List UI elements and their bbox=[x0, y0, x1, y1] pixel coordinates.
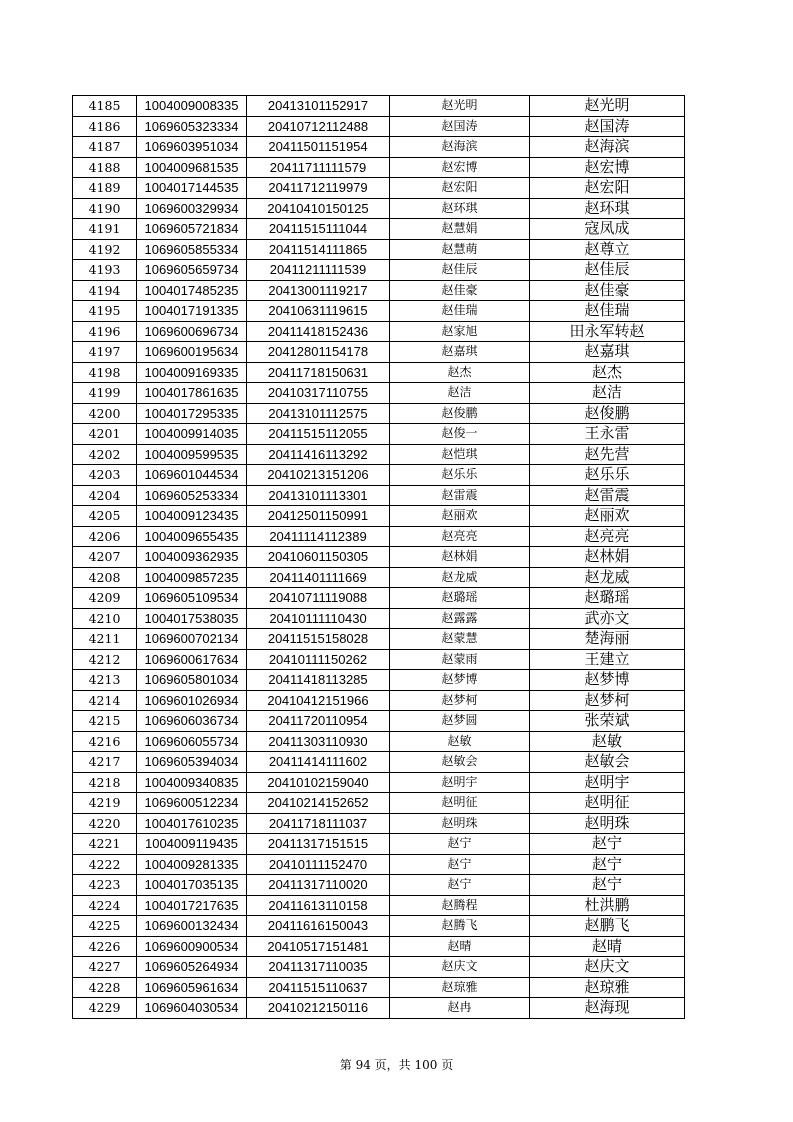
id-number-cell: 1069603951034 bbox=[137, 137, 247, 158]
table-row bbox=[73, 403, 685, 424]
final-name-cell: 赵国涛 bbox=[530, 116, 685, 137]
row-number-cell: 4202 bbox=[73, 444, 137, 465]
id-number-cell: 1069605109534 bbox=[137, 588, 247, 609]
name-cell: 赵宁 bbox=[390, 834, 530, 855]
code-number-cell: 20410317110755 bbox=[247, 383, 390, 404]
row-number-cell: 4200 bbox=[73, 403, 137, 424]
table-row bbox=[73, 96, 685, 117]
name-cell: 赵洁 bbox=[390, 383, 530, 404]
row-number-cell: 4221 bbox=[73, 834, 137, 855]
row-number-cell: 4205 bbox=[73, 506, 137, 527]
id-number-cell: 1069605721834 bbox=[137, 219, 247, 240]
code-number-cell: 20410601150305 bbox=[247, 547, 390, 568]
table-row bbox=[73, 567, 685, 588]
table-row bbox=[73, 465, 685, 486]
id-number-cell: 1004017610235 bbox=[137, 813, 247, 834]
id-number-cell: 1069605961634 bbox=[137, 977, 247, 998]
code-number-cell: 20412501150991 bbox=[247, 506, 390, 527]
final-name-cell: 赵明宇 bbox=[530, 772, 685, 793]
table-row bbox=[73, 301, 685, 322]
final-name-cell: 赵佳瑞 bbox=[530, 301, 685, 322]
final-name-cell: 田永军转赵 bbox=[530, 321, 685, 342]
code-number-cell: 20411616150043 bbox=[247, 916, 390, 937]
final-name-cell: 赵亮亮 bbox=[530, 526, 685, 547]
row-number-cell: 4218 bbox=[73, 772, 137, 793]
name-cell: 赵佳豪 bbox=[390, 280, 530, 301]
final-name-cell: 赵海滨 bbox=[530, 137, 685, 158]
code-number-cell: 20413101112575 bbox=[247, 403, 390, 424]
final-name-cell: 赵环琪 bbox=[530, 198, 685, 219]
code-number-cell: 20411416113292 bbox=[247, 444, 390, 465]
id-number-cell: 1004017217635 bbox=[137, 895, 247, 916]
id-number-cell: 1069606036734 bbox=[137, 711, 247, 732]
table-row bbox=[73, 608, 685, 629]
code-number-cell: 20411211111539 bbox=[247, 260, 390, 281]
table-row bbox=[73, 670, 685, 691]
code-number-cell: 20411514111865 bbox=[247, 239, 390, 260]
id-number-cell: 1004009857235 bbox=[137, 567, 247, 588]
id-number-cell: 1004017538035 bbox=[137, 608, 247, 629]
id-number-cell: 1004009169335 bbox=[137, 362, 247, 383]
code-number-cell: 20410517151481 bbox=[247, 936, 390, 957]
name-cell: 赵佳瑞 bbox=[390, 301, 530, 322]
final-name-cell: 赵杰 bbox=[530, 362, 685, 383]
final-name-cell: 赵琼雅 bbox=[530, 977, 685, 998]
name-cell: 赵丽欢 bbox=[390, 506, 530, 527]
row-number-cell: 4228 bbox=[73, 977, 137, 998]
code-number-cell: 20411515112055 bbox=[247, 424, 390, 445]
final-name-cell: 寇凤成 bbox=[530, 219, 685, 240]
final-name-cell: 楚海丽 bbox=[530, 629, 685, 650]
table-row bbox=[73, 998, 685, 1019]
id-number-cell: 1004017861635 bbox=[137, 383, 247, 404]
final-name-cell: 赵光明 bbox=[530, 96, 685, 117]
row-number-cell: 4215 bbox=[73, 711, 137, 732]
code-number-cell: 20411418113285 bbox=[247, 670, 390, 691]
table-row bbox=[73, 342, 685, 363]
id-number-cell: 1069601026934 bbox=[137, 690, 247, 711]
final-name-cell: 张荣斌 bbox=[530, 711, 685, 732]
code-number-cell: 20411515158028 bbox=[247, 629, 390, 650]
final-name-cell: 赵雷震 bbox=[530, 485, 685, 506]
id-number-cell: 1069600696734 bbox=[137, 321, 247, 342]
id-number-cell: 1069605659734 bbox=[137, 260, 247, 281]
roster-table bbox=[72, 95, 685, 1019]
table-row bbox=[73, 424, 685, 445]
table-row bbox=[73, 588, 685, 609]
table-row bbox=[73, 813, 685, 834]
code-number-cell: 20412801154178 bbox=[247, 342, 390, 363]
row-number-cell: 4194 bbox=[73, 280, 137, 301]
table-row bbox=[73, 526, 685, 547]
code-number-cell: 20411114112389 bbox=[247, 526, 390, 547]
table-row bbox=[73, 875, 685, 896]
name-cell: 赵宏阳 bbox=[390, 178, 530, 199]
code-number-cell: 20413101113301 bbox=[247, 485, 390, 506]
name-cell: 赵恺琪 bbox=[390, 444, 530, 465]
row-number-cell: 4189 bbox=[73, 178, 137, 199]
row-number-cell: 4187 bbox=[73, 137, 137, 158]
row-number-cell: 4212 bbox=[73, 649, 137, 670]
id-number-cell: 1069600512234 bbox=[137, 793, 247, 814]
id-number-cell: 1069600702134 bbox=[137, 629, 247, 650]
id-number-cell: 1069605801034 bbox=[137, 670, 247, 691]
name-cell: 赵冉 bbox=[390, 998, 530, 1019]
code-number-cell: 20413101152917 bbox=[247, 96, 390, 117]
final-name-cell: 赵宏阳 bbox=[530, 178, 685, 199]
final-name-cell: 赵明征 bbox=[530, 793, 685, 814]
id-number-cell: 1069605264934 bbox=[137, 957, 247, 978]
row-number-cell: 4217 bbox=[73, 752, 137, 773]
final-name-cell: 赵梦博 bbox=[530, 670, 685, 691]
table-row bbox=[73, 977, 685, 998]
final-name-cell: 赵嘉琪 bbox=[530, 342, 685, 363]
id-number-cell: 1004009914035 bbox=[137, 424, 247, 445]
row-number-cell: 4197 bbox=[73, 342, 137, 363]
row-number-cell: 4219 bbox=[73, 793, 137, 814]
table-row bbox=[73, 116, 685, 137]
code-number-cell: 20410102159040 bbox=[247, 772, 390, 793]
row-number-cell: 4185 bbox=[73, 96, 137, 117]
table-row bbox=[73, 772, 685, 793]
row-number-cell: 4209 bbox=[73, 588, 137, 609]
row-number-cell: 4190 bbox=[73, 198, 137, 219]
final-name-cell: 赵宁 bbox=[530, 875, 685, 896]
code-number-cell: 20410213151206 bbox=[247, 465, 390, 486]
id-number-cell: 1069600329934 bbox=[137, 198, 247, 219]
id-number-cell: 1069606055734 bbox=[137, 731, 247, 752]
code-number-cell: 20410212150116 bbox=[247, 998, 390, 1019]
row-number-cell: 4192 bbox=[73, 239, 137, 260]
code-number-cell: 20411711111579 bbox=[247, 157, 390, 178]
final-name-cell: 赵敏 bbox=[530, 731, 685, 752]
final-name-cell: 赵宏博 bbox=[530, 157, 685, 178]
id-number-cell: 1004009119435 bbox=[137, 834, 247, 855]
table-row bbox=[73, 157, 685, 178]
id-number-cell: 1004017485235 bbox=[137, 280, 247, 301]
final-name-cell: 王建立 bbox=[530, 649, 685, 670]
name-cell: 赵乐乐 bbox=[390, 465, 530, 486]
code-number-cell: 20411515110637 bbox=[247, 977, 390, 998]
table-row bbox=[73, 711, 685, 732]
name-cell: 赵蒙慧 bbox=[390, 629, 530, 650]
table-row bbox=[73, 690, 685, 711]
row-number-cell: 4204 bbox=[73, 485, 137, 506]
code-number-cell: 20411317151515 bbox=[247, 834, 390, 855]
name-cell: 赵杰 bbox=[390, 362, 530, 383]
table-row bbox=[73, 895, 685, 916]
final-name-cell: 赵俊鹏 bbox=[530, 403, 685, 424]
final-name-cell: 赵宁 bbox=[530, 834, 685, 855]
name-cell: 赵慧萌 bbox=[390, 239, 530, 260]
code-number-cell: 20411401111669 bbox=[247, 567, 390, 588]
final-name-cell: 赵明珠 bbox=[530, 813, 685, 834]
row-number-cell: 4207 bbox=[73, 547, 137, 568]
name-cell: 赵宏博 bbox=[390, 157, 530, 178]
id-number-cell: 1004017191335 bbox=[137, 301, 247, 322]
name-cell: 赵亮亮 bbox=[390, 526, 530, 547]
final-name-cell: 赵庆文 bbox=[530, 957, 685, 978]
table-row bbox=[73, 178, 685, 199]
table-row bbox=[73, 752, 685, 773]
code-number-cell: 20411712119979 bbox=[247, 178, 390, 199]
id-number-cell: 1069604030534 bbox=[137, 998, 247, 1019]
row-number-cell: 4214 bbox=[73, 690, 137, 711]
id-number-cell: 1004009655435 bbox=[137, 526, 247, 547]
page-footer: 第 94 页，共 100 页 bbox=[339, 1058, 454, 1072]
table-row bbox=[73, 280, 685, 301]
id-number-cell: 1004017144535 bbox=[137, 178, 247, 199]
name-cell: 赵梦博 bbox=[390, 670, 530, 691]
code-number-cell: 20410412151966 bbox=[247, 690, 390, 711]
final-name-cell: 武亦文 bbox=[530, 608, 685, 629]
name-cell: 赵俊鹏 bbox=[390, 403, 530, 424]
name-cell: 赵环琪 bbox=[390, 198, 530, 219]
code-number-cell: 20411418152436 bbox=[247, 321, 390, 342]
id-number-cell: 1069600132434 bbox=[137, 916, 247, 937]
row-number-cell: 4227 bbox=[73, 957, 137, 978]
row-number-cell: 4208 bbox=[73, 567, 137, 588]
code-number-cell: 20411718150631 bbox=[247, 362, 390, 383]
table-row bbox=[73, 936, 685, 957]
name-cell: 赵露露 bbox=[390, 608, 530, 629]
row-number-cell: 4195 bbox=[73, 301, 137, 322]
name-cell: 赵晴 bbox=[390, 936, 530, 957]
id-number-cell: 1004009599535 bbox=[137, 444, 247, 465]
row-number-cell: 4198 bbox=[73, 362, 137, 383]
id-number-cell: 1004017035135 bbox=[137, 875, 247, 896]
row-number-cell: 4193 bbox=[73, 260, 137, 281]
id-number-cell: 1004009340835 bbox=[137, 772, 247, 793]
code-number-cell: 20410711119088 bbox=[247, 588, 390, 609]
id-number-cell: 1004017295335 bbox=[137, 403, 247, 424]
table-row bbox=[73, 219, 685, 240]
name-cell: 赵琼雅 bbox=[390, 977, 530, 998]
final-name-cell: 赵晴 bbox=[530, 936, 685, 957]
name-cell: 赵明珠 bbox=[390, 813, 530, 834]
table-row bbox=[73, 731, 685, 752]
row-number-cell: 4225 bbox=[73, 916, 137, 937]
final-name-cell: 赵尊立 bbox=[530, 239, 685, 260]
row-number-cell: 4216 bbox=[73, 731, 137, 752]
name-cell: 赵庆文 bbox=[390, 957, 530, 978]
final-name-cell: 赵乐乐 bbox=[530, 465, 685, 486]
final-name-cell: 赵佳豪 bbox=[530, 280, 685, 301]
row-number-cell: 4191 bbox=[73, 219, 137, 240]
row-number-cell: 4222 bbox=[73, 854, 137, 875]
table-row bbox=[73, 506, 685, 527]
table-row bbox=[73, 649, 685, 670]
code-number-cell: 20411718111037 bbox=[247, 813, 390, 834]
table-row bbox=[73, 485, 685, 506]
id-number-cell: 1004009681535 bbox=[137, 157, 247, 178]
table-row bbox=[73, 916, 685, 937]
name-cell: 赵敏 bbox=[390, 731, 530, 752]
id-number-cell: 1004009362935 bbox=[137, 547, 247, 568]
name-cell: 赵腾程 bbox=[390, 895, 530, 916]
table-row bbox=[73, 137, 685, 158]
row-number-cell: 4199 bbox=[73, 383, 137, 404]
name-cell: 赵梦柯 bbox=[390, 690, 530, 711]
code-number-cell: 20413001119217 bbox=[247, 280, 390, 301]
final-name-cell: 赵宁 bbox=[530, 854, 685, 875]
name-cell: 赵慧娟 bbox=[390, 219, 530, 240]
row-number-cell: 4188 bbox=[73, 157, 137, 178]
final-name-cell: 赵海现 bbox=[530, 998, 685, 1019]
code-number-cell: 20410111110430 bbox=[247, 608, 390, 629]
name-cell: 赵光明 bbox=[390, 96, 530, 117]
code-number-cell: 20410214152652 bbox=[247, 793, 390, 814]
id-number-cell: 1069600617634 bbox=[137, 649, 247, 670]
id-number-cell: 1069600900534 bbox=[137, 936, 247, 957]
id-number-cell: 1004009123435 bbox=[137, 506, 247, 527]
table-row bbox=[73, 362, 685, 383]
table-row bbox=[73, 957, 685, 978]
final-name-cell: 赵林娟 bbox=[530, 547, 685, 568]
code-number-cell: 20411613110158 bbox=[247, 895, 390, 916]
code-number-cell: 20411303110930 bbox=[247, 731, 390, 752]
code-number-cell: 20411501151954 bbox=[247, 137, 390, 158]
id-number-cell: 1069600195634 bbox=[137, 342, 247, 363]
code-number-cell: 20411720110954 bbox=[247, 711, 390, 732]
final-name-cell: 赵先营 bbox=[530, 444, 685, 465]
row-number-cell: 4224 bbox=[73, 895, 137, 916]
code-number-cell: 20411515111044 bbox=[247, 219, 390, 240]
id-number-cell: 1004009008335 bbox=[137, 96, 247, 117]
name-cell: 赵腾飞 bbox=[390, 916, 530, 937]
table-row bbox=[73, 834, 685, 855]
row-number-cell: 4186 bbox=[73, 116, 137, 137]
row-number-cell: 4211 bbox=[73, 629, 137, 650]
name-cell: 赵龙威 bbox=[390, 567, 530, 588]
id-number-cell: 1069605323334 bbox=[137, 116, 247, 137]
table-row bbox=[73, 321, 685, 342]
name-cell: 赵嘉琪 bbox=[390, 342, 530, 363]
row-number-cell: 4223 bbox=[73, 875, 137, 896]
code-number-cell: 20410631119615 bbox=[247, 301, 390, 322]
name-cell: 赵梦圆 bbox=[390, 711, 530, 732]
name-cell: 赵明宇 bbox=[390, 772, 530, 793]
row-number-cell: 4203 bbox=[73, 465, 137, 486]
table-row bbox=[73, 793, 685, 814]
code-number-cell: 20411317110020 bbox=[247, 875, 390, 896]
id-number-cell: 1069601044534 bbox=[137, 465, 247, 486]
name-cell: 赵蒙雨 bbox=[390, 649, 530, 670]
final-name-cell: 王永雷 bbox=[530, 424, 685, 445]
final-name-cell: 杜洪鹏 bbox=[530, 895, 685, 916]
table-row bbox=[73, 547, 685, 568]
row-number-cell: 4206 bbox=[73, 526, 137, 547]
row-number-cell: 4201 bbox=[73, 424, 137, 445]
table-row bbox=[73, 239, 685, 260]
final-name-cell: 赵璐瑶 bbox=[530, 588, 685, 609]
final-name-cell: 赵鹏飞 bbox=[530, 916, 685, 937]
name-cell: 赵敏会 bbox=[390, 752, 530, 773]
code-number-cell: 20410712112488 bbox=[247, 116, 390, 137]
final-name-cell: 赵洁 bbox=[530, 383, 685, 404]
code-number-cell: 20410410150125 bbox=[247, 198, 390, 219]
name-cell: 赵林娟 bbox=[390, 547, 530, 568]
name-cell: 赵宁 bbox=[390, 875, 530, 896]
final-name-cell: 赵龙威 bbox=[530, 567, 685, 588]
final-name-cell: 赵丽欢 bbox=[530, 506, 685, 527]
table-row bbox=[73, 444, 685, 465]
row-number-cell: 4226 bbox=[73, 936, 137, 957]
name-cell: 赵明征 bbox=[390, 793, 530, 814]
id-number-cell: 1069605394034 bbox=[137, 752, 247, 773]
table-row bbox=[73, 629, 685, 650]
table-row bbox=[73, 383, 685, 404]
name-cell: 赵璐瑶 bbox=[390, 588, 530, 609]
name-cell: 赵家旭 bbox=[390, 321, 530, 342]
row-number-cell: 4213 bbox=[73, 670, 137, 691]
row-number-cell: 4229 bbox=[73, 998, 137, 1019]
row-number-cell: 4220 bbox=[73, 813, 137, 834]
code-number-cell: 20410111152470 bbox=[247, 854, 390, 875]
id-number-cell: 1069605253334 bbox=[137, 485, 247, 506]
code-number-cell: 20410111150262 bbox=[247, 649, 390, 670]
roster-table-body bbox=[73, 96, 685, 1019]
table-row bbox=[73, 854, 685, 875]
table-row bbox=[73, 260, 685, 281]
table-row bbox=[73, 198, 685, 219]
final-name-cell: 赵敏会 bbox=[530, 752, 685, 773]
name-cell: 赵国涛 bbox=[390, 116, 530, 137]
id-number-cell: 1069605855334 bbox=[137, 239, 247, 260]
id-number-cell: 1004009281335 bbox=[137, 854, 247, 875]
final-name-cell: 赵梦柯 bbox=[530, 690, 685, 711]
final-name-cell: 赵佳辰 bbox=[530, 260, 685, 281]
row-number-cell: 4210 bbox=[73, 608, 137, 629]
name-cell: 赵雷震 bbox=[390, 485, 530, 506]
code-number-cell: 20411414111602 bbox=[247, 752, 390, 773]
name-cell: 赵俊一 bbox=[390, 424, 530, 445]
row-number-cell: 4196 bbox=[73, 321, 137, 342]
name-cell: 赵佳辰 bbox=[390, 260, 530, 281]
name-cell: 赵海滨 bbox=[390, 137, 530, 158]
code-number-cell: 20411317110035 bbox=[247, 957, 390, 978]
name-cell: 赵宁 bbox=[390, 854, 530, 875]
